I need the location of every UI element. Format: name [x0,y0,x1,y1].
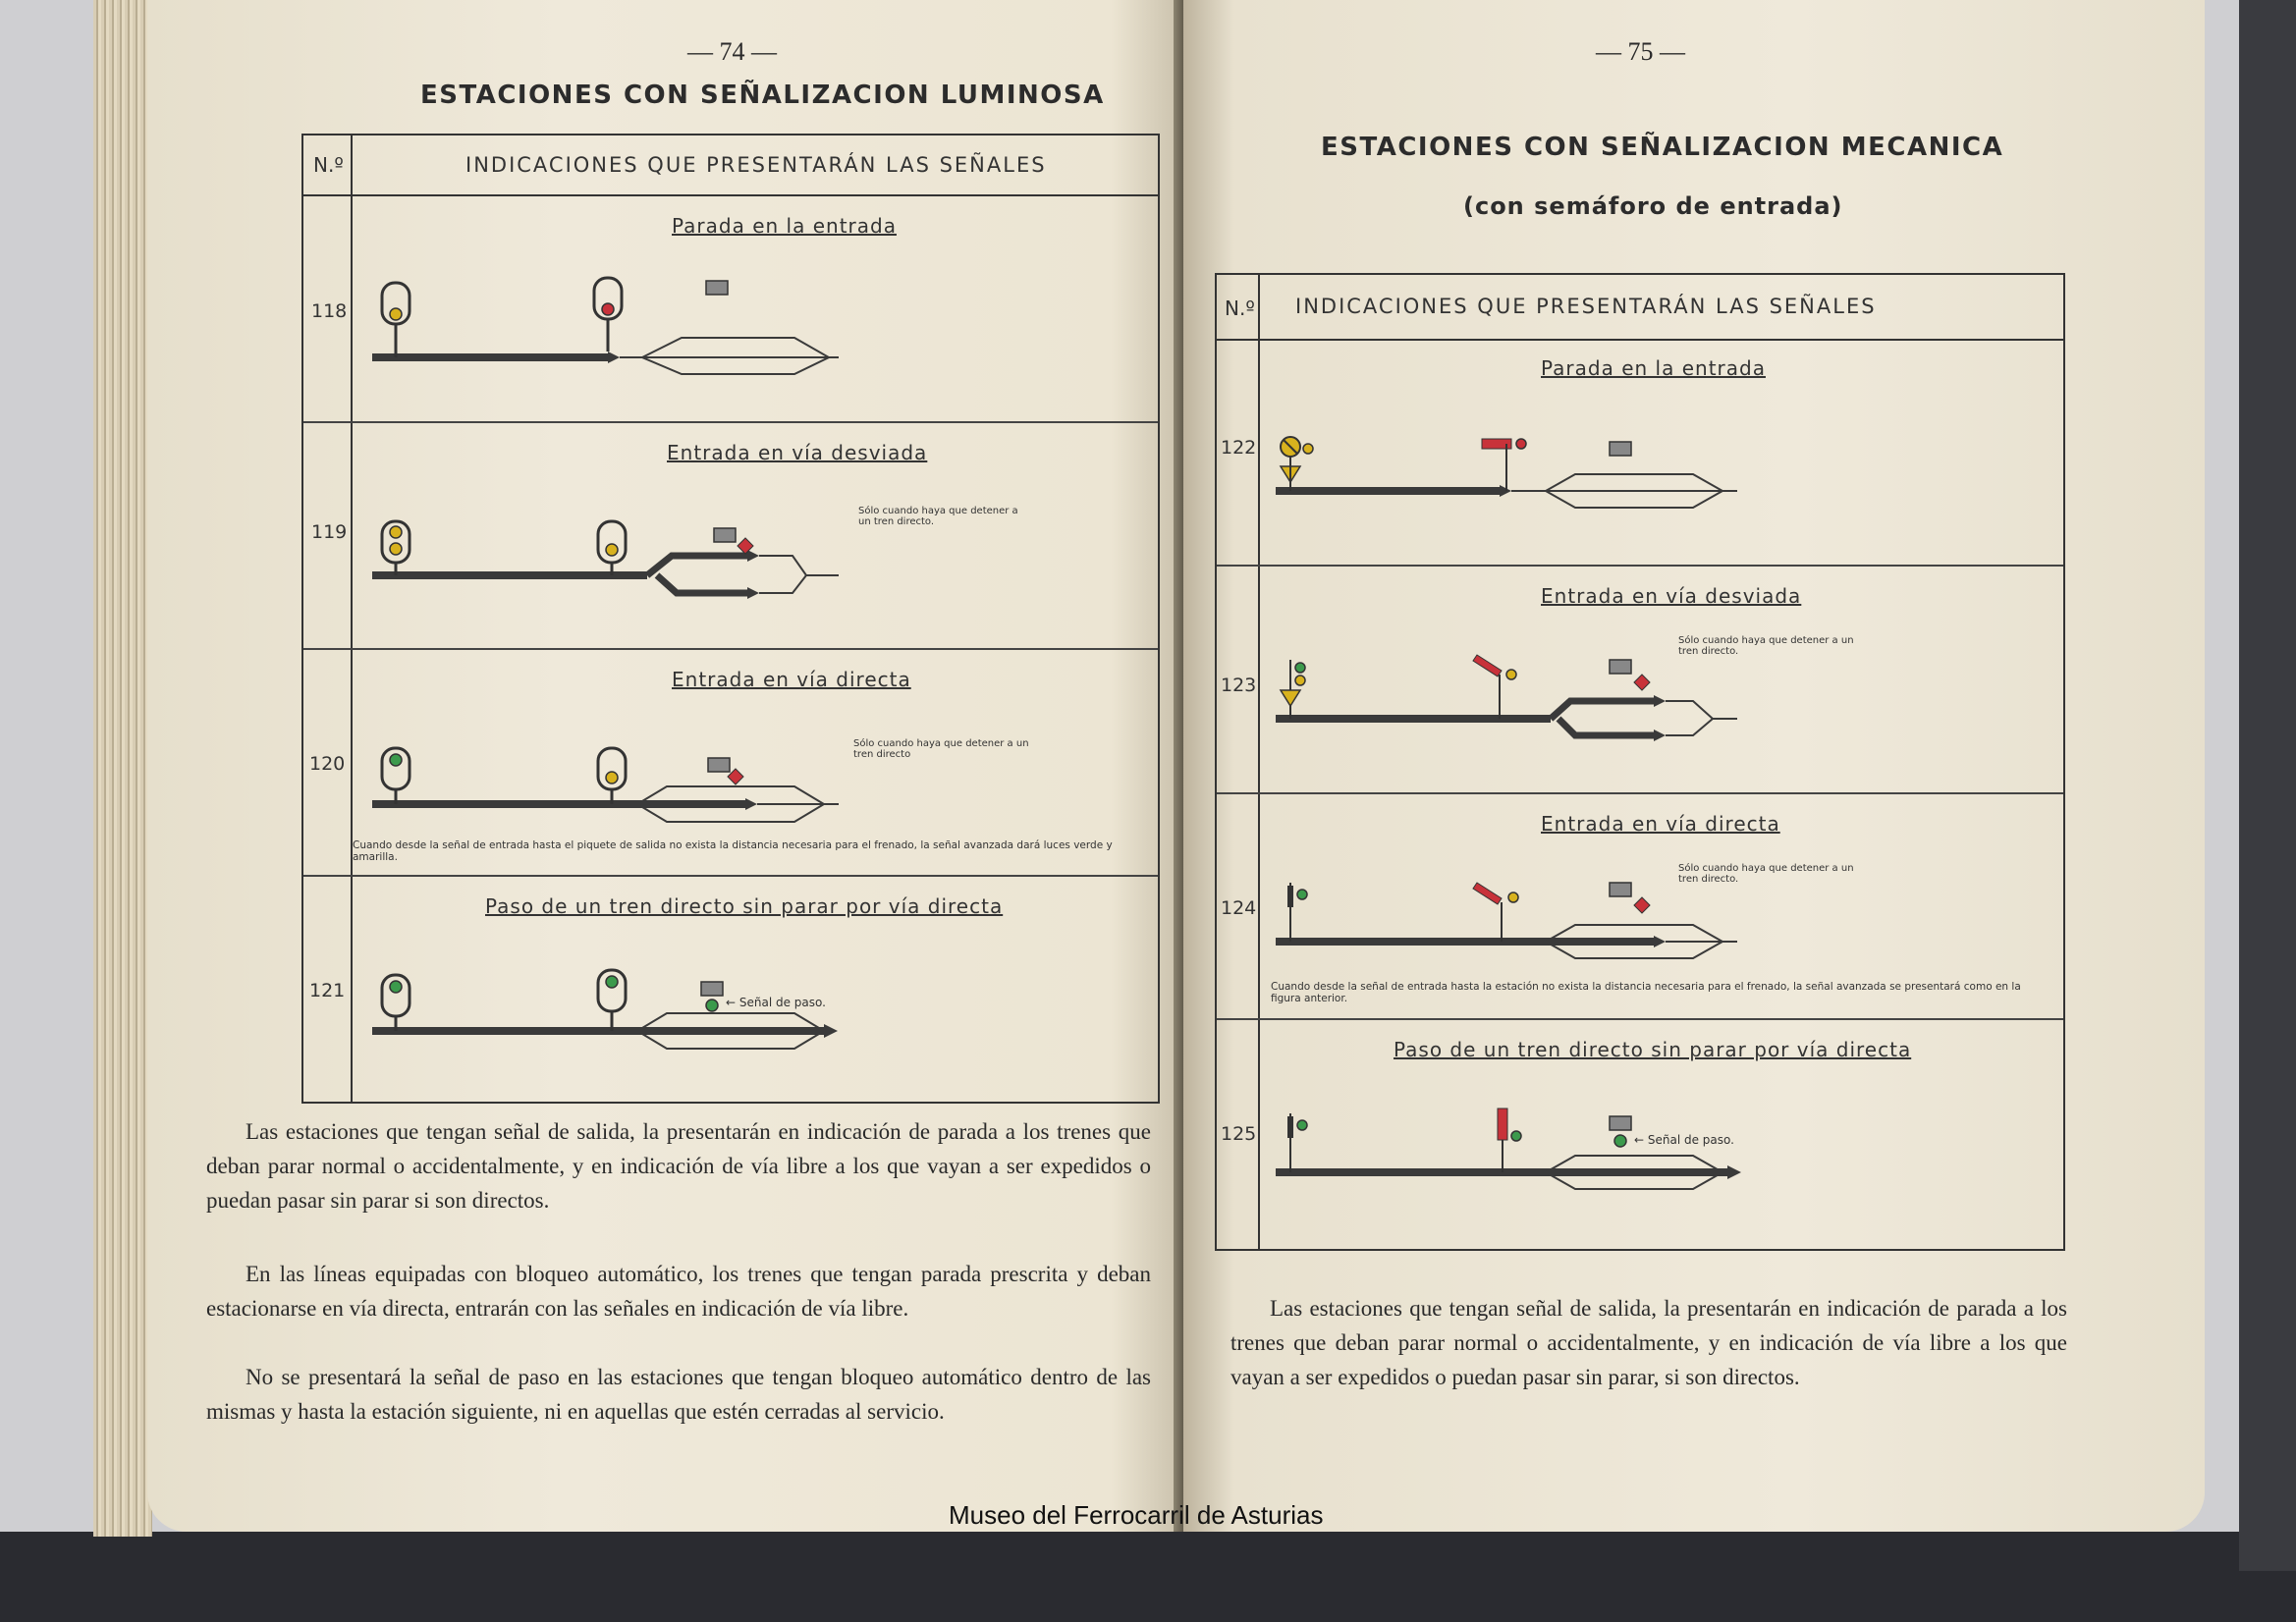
row-caption: Entrada en vía desviada [667,441,928,464]
row-footnote: Cuando desde la señal de entrada hasta la estación no exista la distancia necesaria para el frenado, la señal avanzada se presentará como en la figura anterior. [1271,981,2021,1004]
row-number: 125 [1221,1123,1257,1145]
background-band [0,1532,2296,1622]
track-diagram [362,477,1148,624]
table-row [303,421,1158,650]
track-diagram [362,253,1148,401]
table-header [1217,275,2063,341]
row-note: Sólo cuando haya que detener a un tren directo. [858,506,1018,527]
row-number: 118 [311,300,348,322]
row-caption: Paso de un tren directo sin parar por vía directa [1394,1038,1912,1061]
header-number: N.º [313,153,344,177]
row-caption: Paso de un tren directo sin parar por vía directa [485,894,1004,918]
row-caption: Entrada en vía directa [672,668,911,691]
signals-table [301,134,1160,1104]
table-row [1217,1018,2063,1251]
row-number: 120 [309,753,346,775]
signals-table [1215,273,2065,1251]
track-diagram [362,704,1148,832]
page-subtitle: (con semáforo de entrada) [1463,192,1843,220]
row-note: Sólo cuando haya que detener a un tren directo [853,738,1029,760]
row-number: 119 [311,521,348,543]
row-note: Sólo cuando haya que detener a un tren directo. [1678,635,1854,657]
paragraph: No se presentará la señal de paso en las estaciones que tengan bloqueo automático dentro de las mismas y hasta la estación siguiente, ni en aquellas que estén cerradas al servicio. [206,1365,1151,1424]
header-number: N.º [1225,297,1255,320]
table-row [303,875,1158,1104]
page-number: — 74 — [687,37,777,66]
book-page-edges [93,0,152,1537]
paragraph: En las líneas equipadas con bloqueo automático, los trenes que tengan parada prescrita y deban estacionarse en vía directa, entrarán con las señales en indicación de vía libre. [206,1262,1151,1321]
row-note: ← Señal de paso. [726,996,826,1009]
track-diagram [1276,838,2061,976]
track-diagram [1276,616,2061,763]
track-diagram [1276,388,2061,535]
table-row [1217,792,2063,1020]
table-row [303,194,1158,421]
row-caption: Parada en la entrada [1541,356,1766,380]
table-row [1217,339,2063,565]
paragraph: Las estaciones que tengan señal de salida, la presentarán en indicación de parada a los trenes que deban parar normal o accidentalmente, y en indicación de vía libre a los que vayan a ser expedidos o puedan pasar sin parar, si son directos. [1230,1296,2067,1389]
page-number: — 75 — [1596,37,1685,66]
table-row [1217,565,2063,794]
table-row [303,648,1158,877]
row-note: ← Señal de paso. [1634,1133,1734,1147]
row-note: Sólo cuando haya que detener a un tren directo. [1678,863,1854,885]
header-title: INDICACIONES QUE PRESENTARÁN LAS SEÑALES [465,153,1047,177]
row-number: 122 [1221,437,1257,459]
row-number: 121 [309,980,346,1001]
header-title: INDICACIONES QUE PRESENTARÁN LAS SEÑALES [1295,295,1877,318]
page-title: ESTACIONES CON SEÑALIZACION LUMINOSA [420,81,1105,110]
row-number: 124 [1221,897,1257,919]
table-header [303,135,1158,196]
left-page [147,0,1183,1532]
row-number: 123 [1221,675,1257,696]
right-page [1183,0,2205,1532]
row-caption: Parada en la entrada [672,214,897,238]
paragraph: Las estaciones que tengan señal de salida, la presentarán en indicación de parada a los trenes que deban parar normal o accidentalmente, y en indicación de vía libre a los que vayan a ser expedidos o puedan pasar sin parar si son directos. [206,1119,1151,1213]
row-caption: Entrada en vía directa [1541,812,1780,836]
background-edge [2239,0,2296,1571]
row-caption: Entrada en vía desviada [1541,584,1802,608]
watermark-caption: Museo del Ferrocarril de Asturias [949,1500,1324,1530]
row-footnote: Cuando desde la señal de entrada hasta el piquete de salida no exista la distancia necesaria para el frenado, la señal avanzada dará luces verde y amarilla. [353,839,1113,863]
page-title: ESTACIONES CON SEÑALIZACION MECANICA [1321,133,2004,162]
